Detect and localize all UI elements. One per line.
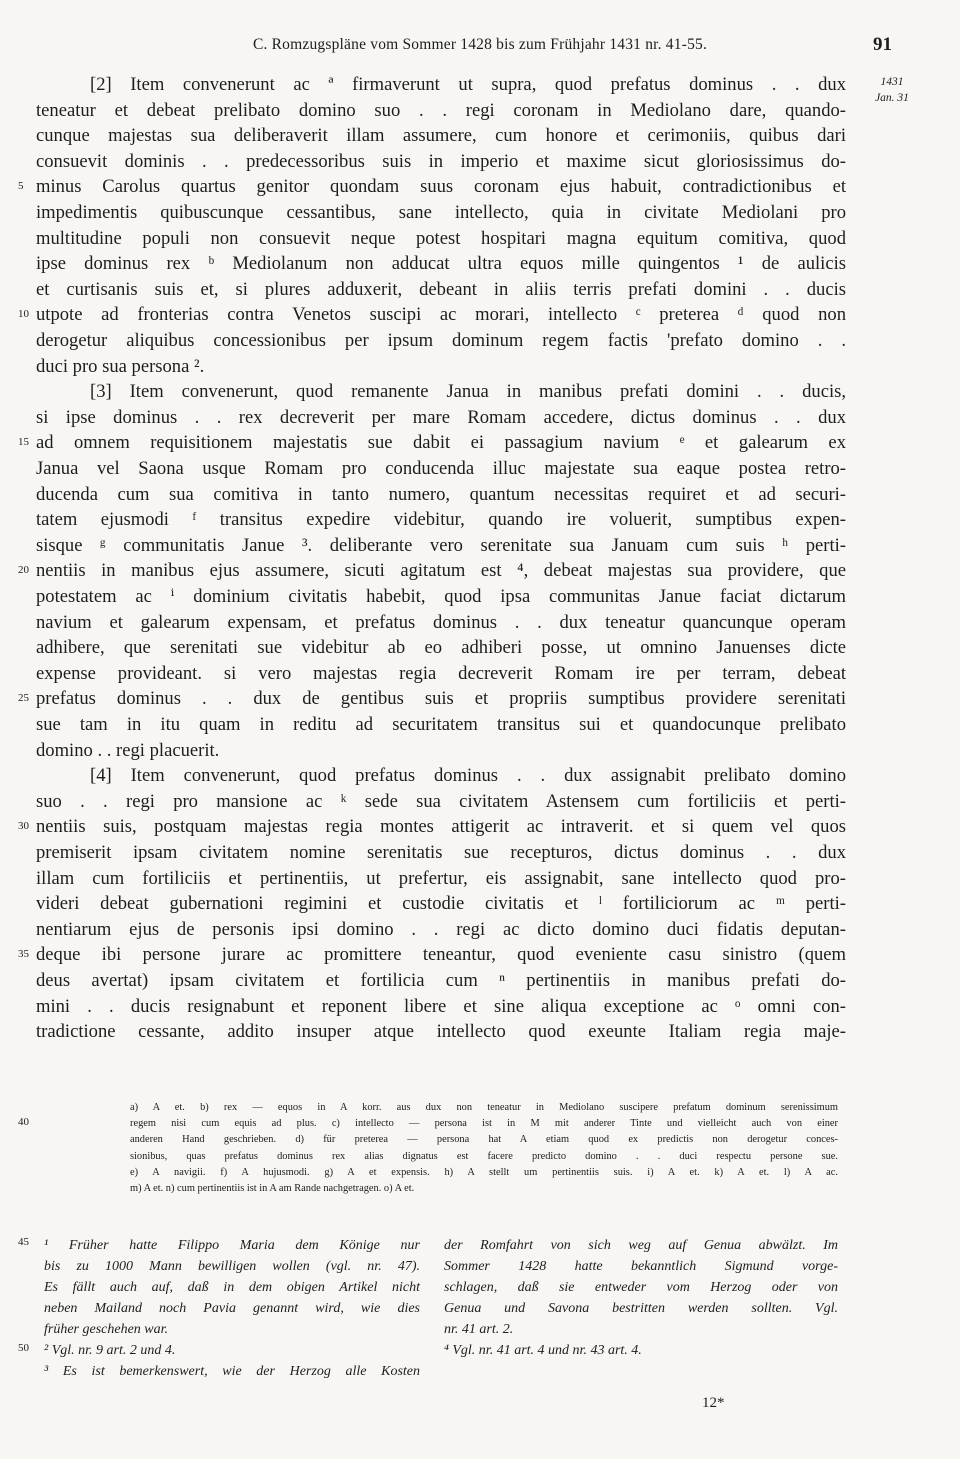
margin-date-year: 1431 [880,76,904,88]
text-line: cunque majestas sua deliberaverit illam assumere, cum honore et cerimoniis, quibus dari [36,125,846,147]
text-line: minus Carolus quartus genitor quondam suus coronam ejus habuit, contradictionibus et [36,176,846,198]
footnote-line: ² Vgl. nr. 9 art. 2 und 4. [44,1343,176,1358]
text-line: consuevit dominis . . predecessoribus suis in imperio et maxime sicut gloriosissimus do- [36,150,846,172]
footnote-line: neben Mailand noch Pavia genannt wird, wie dies [44,1301,420,1316]
page-header [40,34,920,60]
text-line: et curtisanis suis et, si plures adduxerit, debeant in aliis terris prefati domini . . ducis [36,278,846,300]
text-line: sue tam in itu quam in reditu ad securitatem transitus sui et quandocunque prelibato [36,714,846,735]
line-number: 35 [18,948,29,961]
text-line: si ipse dominus . . rex decreverit per mare Romam accedere, dictus dominus . . dux [36,406,846,428]
text-line: sisque ᵍ communitatis Janue ³. deliberante vero serenitate sua Januam cum suis ʰ perti- [36,534,846,556]
text-line: ipse dominus rex ᵇ Mediolanum non adducat ultra equos mille quingentos ¹ de aulicis [36,253,846,275]
text-line: expense provideant. si vero majestas regia decreverit Romam ire per terram, debeat [36,662,846,684]
margin-date-day: Jan. 31 [875,92,909,104]
line-number: 25 [18,692,29,705]
apparatus-line: sionibus, quas prefatus dominus rex alias dignatus est facere predicto domino . . duci respectu persone sue. [130,1150,838,1162]
text-line: navium et galearum expensam, et prefatus dominus . . dux teneatur quancunque operam [36,611,846,633]
text-line: Janua vel Saona usque Romam pro conducenda illuc majestate sua eaque postea retro- [36,458,846,479]
apparatus-line: e) A navigii. f) A hujusmodi. g) A et expensis. h) A stellt um pertinentiis suis. i) A et. k) A et. l) A ac. [130,1166,838,1178]
footnote-line: Es fällt auch auf, daß in dem obigen Artikel nicht [44,1280,420,1295]
text-line: [2] Item convenerunt ac ª firmaverunt ut supra, quod prefatus dominus . . dux [90,74,846,95]
signature-mark: 12* [702,1395,725,1411]
text-line [36,1045,846,1070]
footnote-line: früher geschehen war. [44,1322,169,1337]
text-line: [4] Item convenerunt, quod prefatus dominus . . dux assignabit prelibato domino [90,765,846,787]
footnote-line: schlagen, daß sie entweder vom Herzog oder von [444,1280,838,1295]
footnote-line: ³ Es ist bemerkenswert, wie der Herzog alle Kosten [44,1364,420,1379]
margin-date [862,74,922,106]
text-line: nentiis in manibus ejus assumere, sicuti agitatum est ⁴, debeat majestas sua providere, que [36,560,846,582]
text-line: tatem ejusmodi ᶠ transitus expedire videbitur, quando ire voluerit, sumptibus expen- [36,509,846,531]
page-number: 91 [873,34,892,55]
text-line: ad omnem requisitionem majestatis sue dabit ei passagium navium ᵉ et galearum ex [36,432,846,454]
line-number: 30 [18,820,29,833]
text-line: nentiis suis, postquam majestas regia montes attigerit ac intraverit. et si quem vel quos [36,816,846,838]
line-number: 20 [18,564,29,577]
footnote-line: nr. 41 art. 2. [444,1322,514,1337]
text-line: videri debeat gubernationi regimini et custodie civitatis et ˡ fortiliciorum ac ᵐ perti- [36,893,846,915]
text-line: deque ibi persone jurare ac promittere teneantur, quod eveniente casu sinistro (quem [36,944,846,966]
footnote-line: der Romfahrt von sich weg auf Genua abwälzt. Im [444,1238,838,1253]
text-line: teneatur et debeat prelibato domino suo . . regi coronam in Mediolano dare, quando- [36,99,846,121]
footnote-line: ⁴ Vgl. nr. 41 art. 4 und nr. 43 art. 4. [444,1343,642,1358]
text-line: nentiarum ejus de personis ipsi domino . . regi ac dicto domino duci fidatis deputan- [36,918,846,940]
text-line: domino . . regi placuerit. [36,739,220,761]
footnote-line: bis zu 1000 Mann bewilligen wollen (vgl. nr. 47). [44,1259,420,1274]
apparatus-line: anderen Hand geschrieben. d) für preterea — persona hat A etiam quod ex predictis non derogetur conces- [130,1134,838,1146]
text-line: tradictione cessante, addito insuper atque intellecto quod exeunte Italiam regia maje- [36,1021,846,1043]
running-title: C. Romzugspläne vom Sommer 1428 bis zum Frühjahr 1431 nr. 41-55. [252,36,708,53]
footnotes-left-column [44,1235,420,1382]
text-line: potestatem ac ⁱ dominium civitatis habebit, quod ipsa communitas Janue faciat dictarum [36,586,846,607]
line-number: 50 [18,1342,29,1354]
apparatus-line: regem nisi cum equis ad plus. c) intellecto — persona ist in M mit anderer Tinte und vielleicht auch von einer [130,1118,838,1130]
line-number: 10 [18,308,29,321]
text-line: ducenda cum sua comitiva in tanto numero, quantum necessitas requiret et ad securi- [36,483,846,505]
footnote-line: Sommer 1428 hatte bekanntlich Sigmund vorge- [444,1259,838,1274]
text-line: derogetur aliquibus concessionibus per ipsum dominum regem factis 'prefato domino . . [36,330,846,351]
footnote-line: Genua und Savona bestritten werden sollten. Vgl. [444,1301,838,1316]
text-line: suo . . regi pro mansione ac ᵏ sede sua civitatem Astensem cum fortiliciis et perti- [36,790,846,812]
text-line: [3] Item convenerunt, quod remanente Janua in manibus prefati domini . . ducis, [90,381,846,403]
line-number: 15 [18,436,29,449]
footnote-line: ¹ Früher hatte Filippo Maria dem Könige nur [44,1238,420,1253]
text-line: multitudine populi non consuevit neque potest hospitari magna equitum comitiva, quod [36,227,846,249]
critical-apparatus [130,1100,838,1197]
text-line: premiserit ipsam civitatem nomine serenitatis sue recepturos, dictus dominus . . dux [36,842,846,863]
line-number: 45 [18,1236,29,1248]
text-line: mini . . ducis resignabunt et reponent libere et sine aliqua exceptione ac ᵒ omni con- [36,995,846,1017]
text-line: adhibere, que serenitati sue videbitur ab eo adhiberi posse, ut omnino Januenses dicte [36,637,846,659]
apparatus-line: m) A et. n) cum pertinentiis ist in A am Rande nachgetragen. o) A et. [130,1182,415,1194]
text-line: duci pro sua persona ². [36,355,205,377]
apparatus-line: a) A et. b) rex — equos in A korr. aus dux non teneatur in Mediolano suscipere prefatum dominum serenissimum [130,1102,838,1113]
text-line: impedimentis quibuscunque cessantibus, sane intellecto, quia in civitate Mediolani pro [36,202,846,223]
text-line: illam cum fortiliciis et pertinentiis, ut prefertur, eis assignabit, sane intellecto quod pro- [36,867,846,889]
text-line: utpote ad fronterias contra Venetos suscipi ac morari, intellecto ᶜ preterea ᵈ quod non [36,304,846,326]
text-line: prefatus dominus . . dux de gentibus suis et propriis sumptibus providere serenitati [36,688,846,710]
footnotes-right-column [444,1235,838,1361]
line-number: 5 [18,180,24,193]
line-number: 40 [18,1116,29,1128]
text-line: deus avertat) ipsam civitatem et fortilicia cum ⁿ pertinentiis in manibus prefati do- [36,970,846,991]
